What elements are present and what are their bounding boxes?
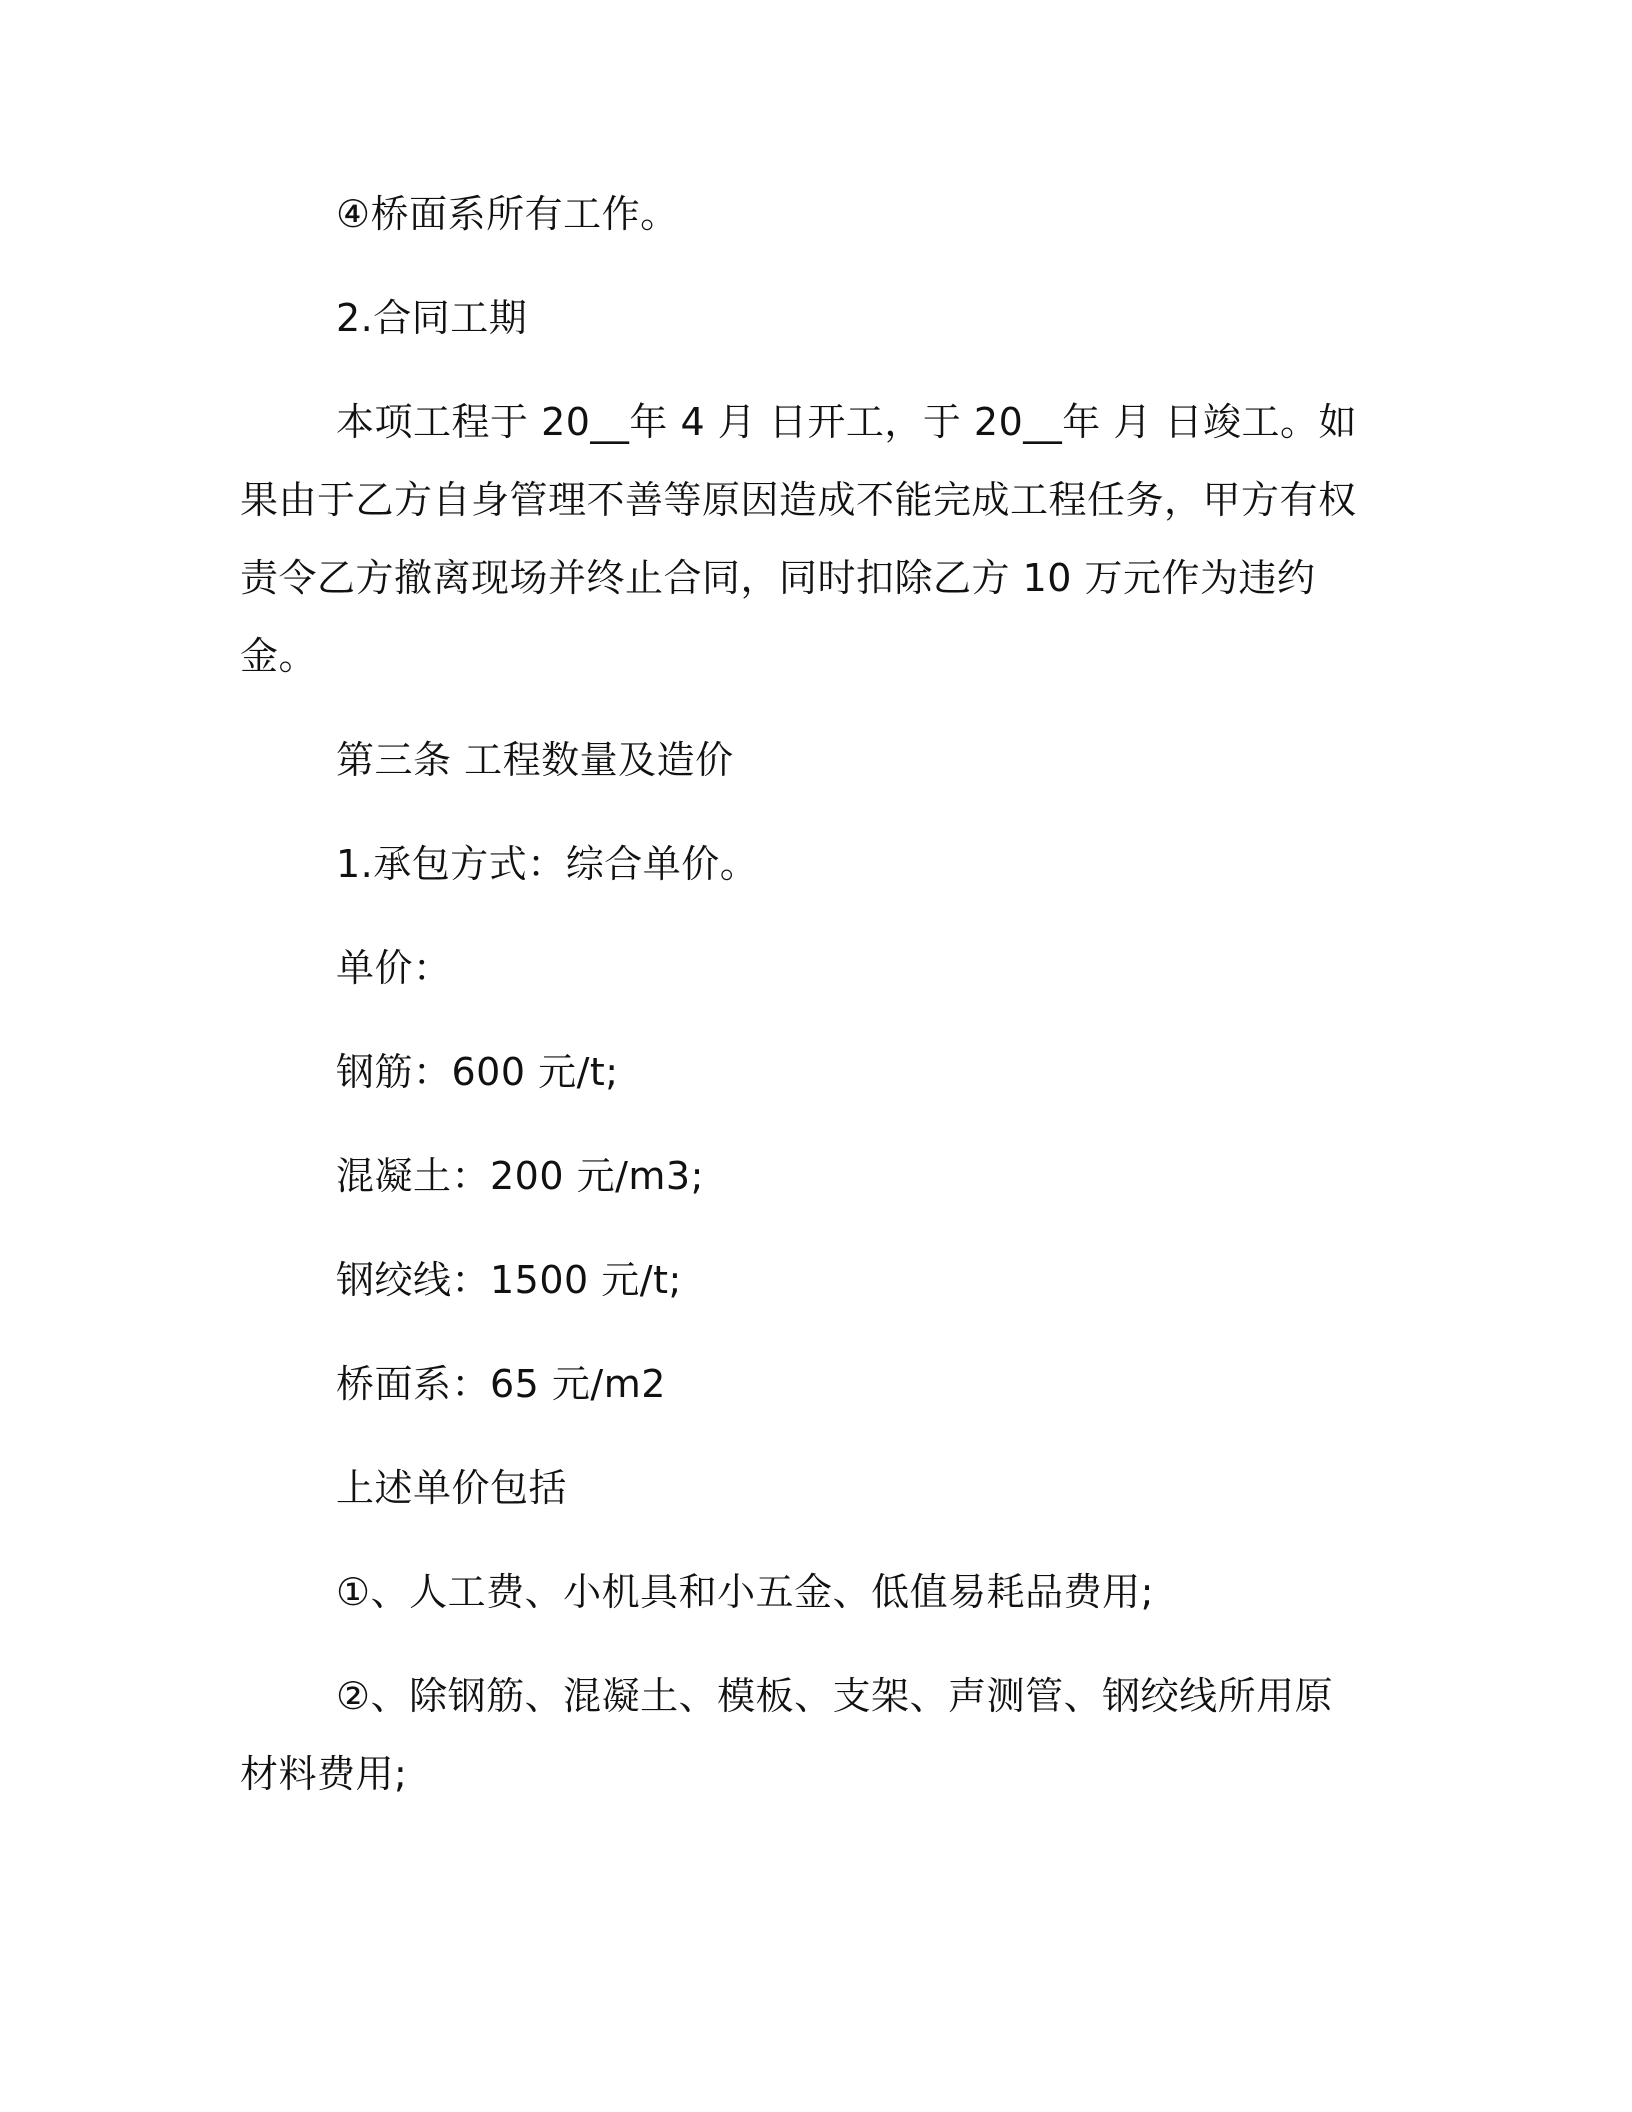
document-body (240, 188, 1370, 1852)
price-rebar: 钢筋：600 元/t; (336, 1050, 619, 1094)
paragraph-contract-method: 1.承包方式：综合单价。 (336, 842, 759, 886)
price-bridge-deck: 桥面系：65 元/m2 (336, 1362, 666, 1406)
paragraph-contract-period-terms: 本项工程于 20__年 4 月 日开工，于 20__年 月 日竣工。如果由于乙方自身管理不善等原因造成不能完成工程任务，甲方有权责令乙方撤离现场并终止合同，同时扣除乙方 10 万元作为违约金。 (240, 400, 1357, 678)
price-concrete: 混凝土：200 元/m3; (336, 1154, 704, 1198)
list-item-labor-costs: ①、人工费、小机具和小五金、低值易耗品费用; (336, 1570, 1154, 1614)
label-price-includes: 上述单价包括 (336, 1466, 568, 1510)
price-steel-strand: 钢绞线：1500 元/t; (336, 1258, 682, 1302)
list-item-material-costs: ②、除钢筋、混凝土、模板、支架、声测管、钢绞线所用原材料费用; (240, 1674, 1334, 1796)
heading-contract-period: 2.合同工期 (336, 296, 528, 340)
heading-article-three: 第三条 工程数量及造价 (336, 738, 734, 782)
paragraph-bridge-deck-work: ④桥面系所有工作。 (336, 192, 679, 236)
label-unit-price: 单价： (336, 946, 452, 990)
